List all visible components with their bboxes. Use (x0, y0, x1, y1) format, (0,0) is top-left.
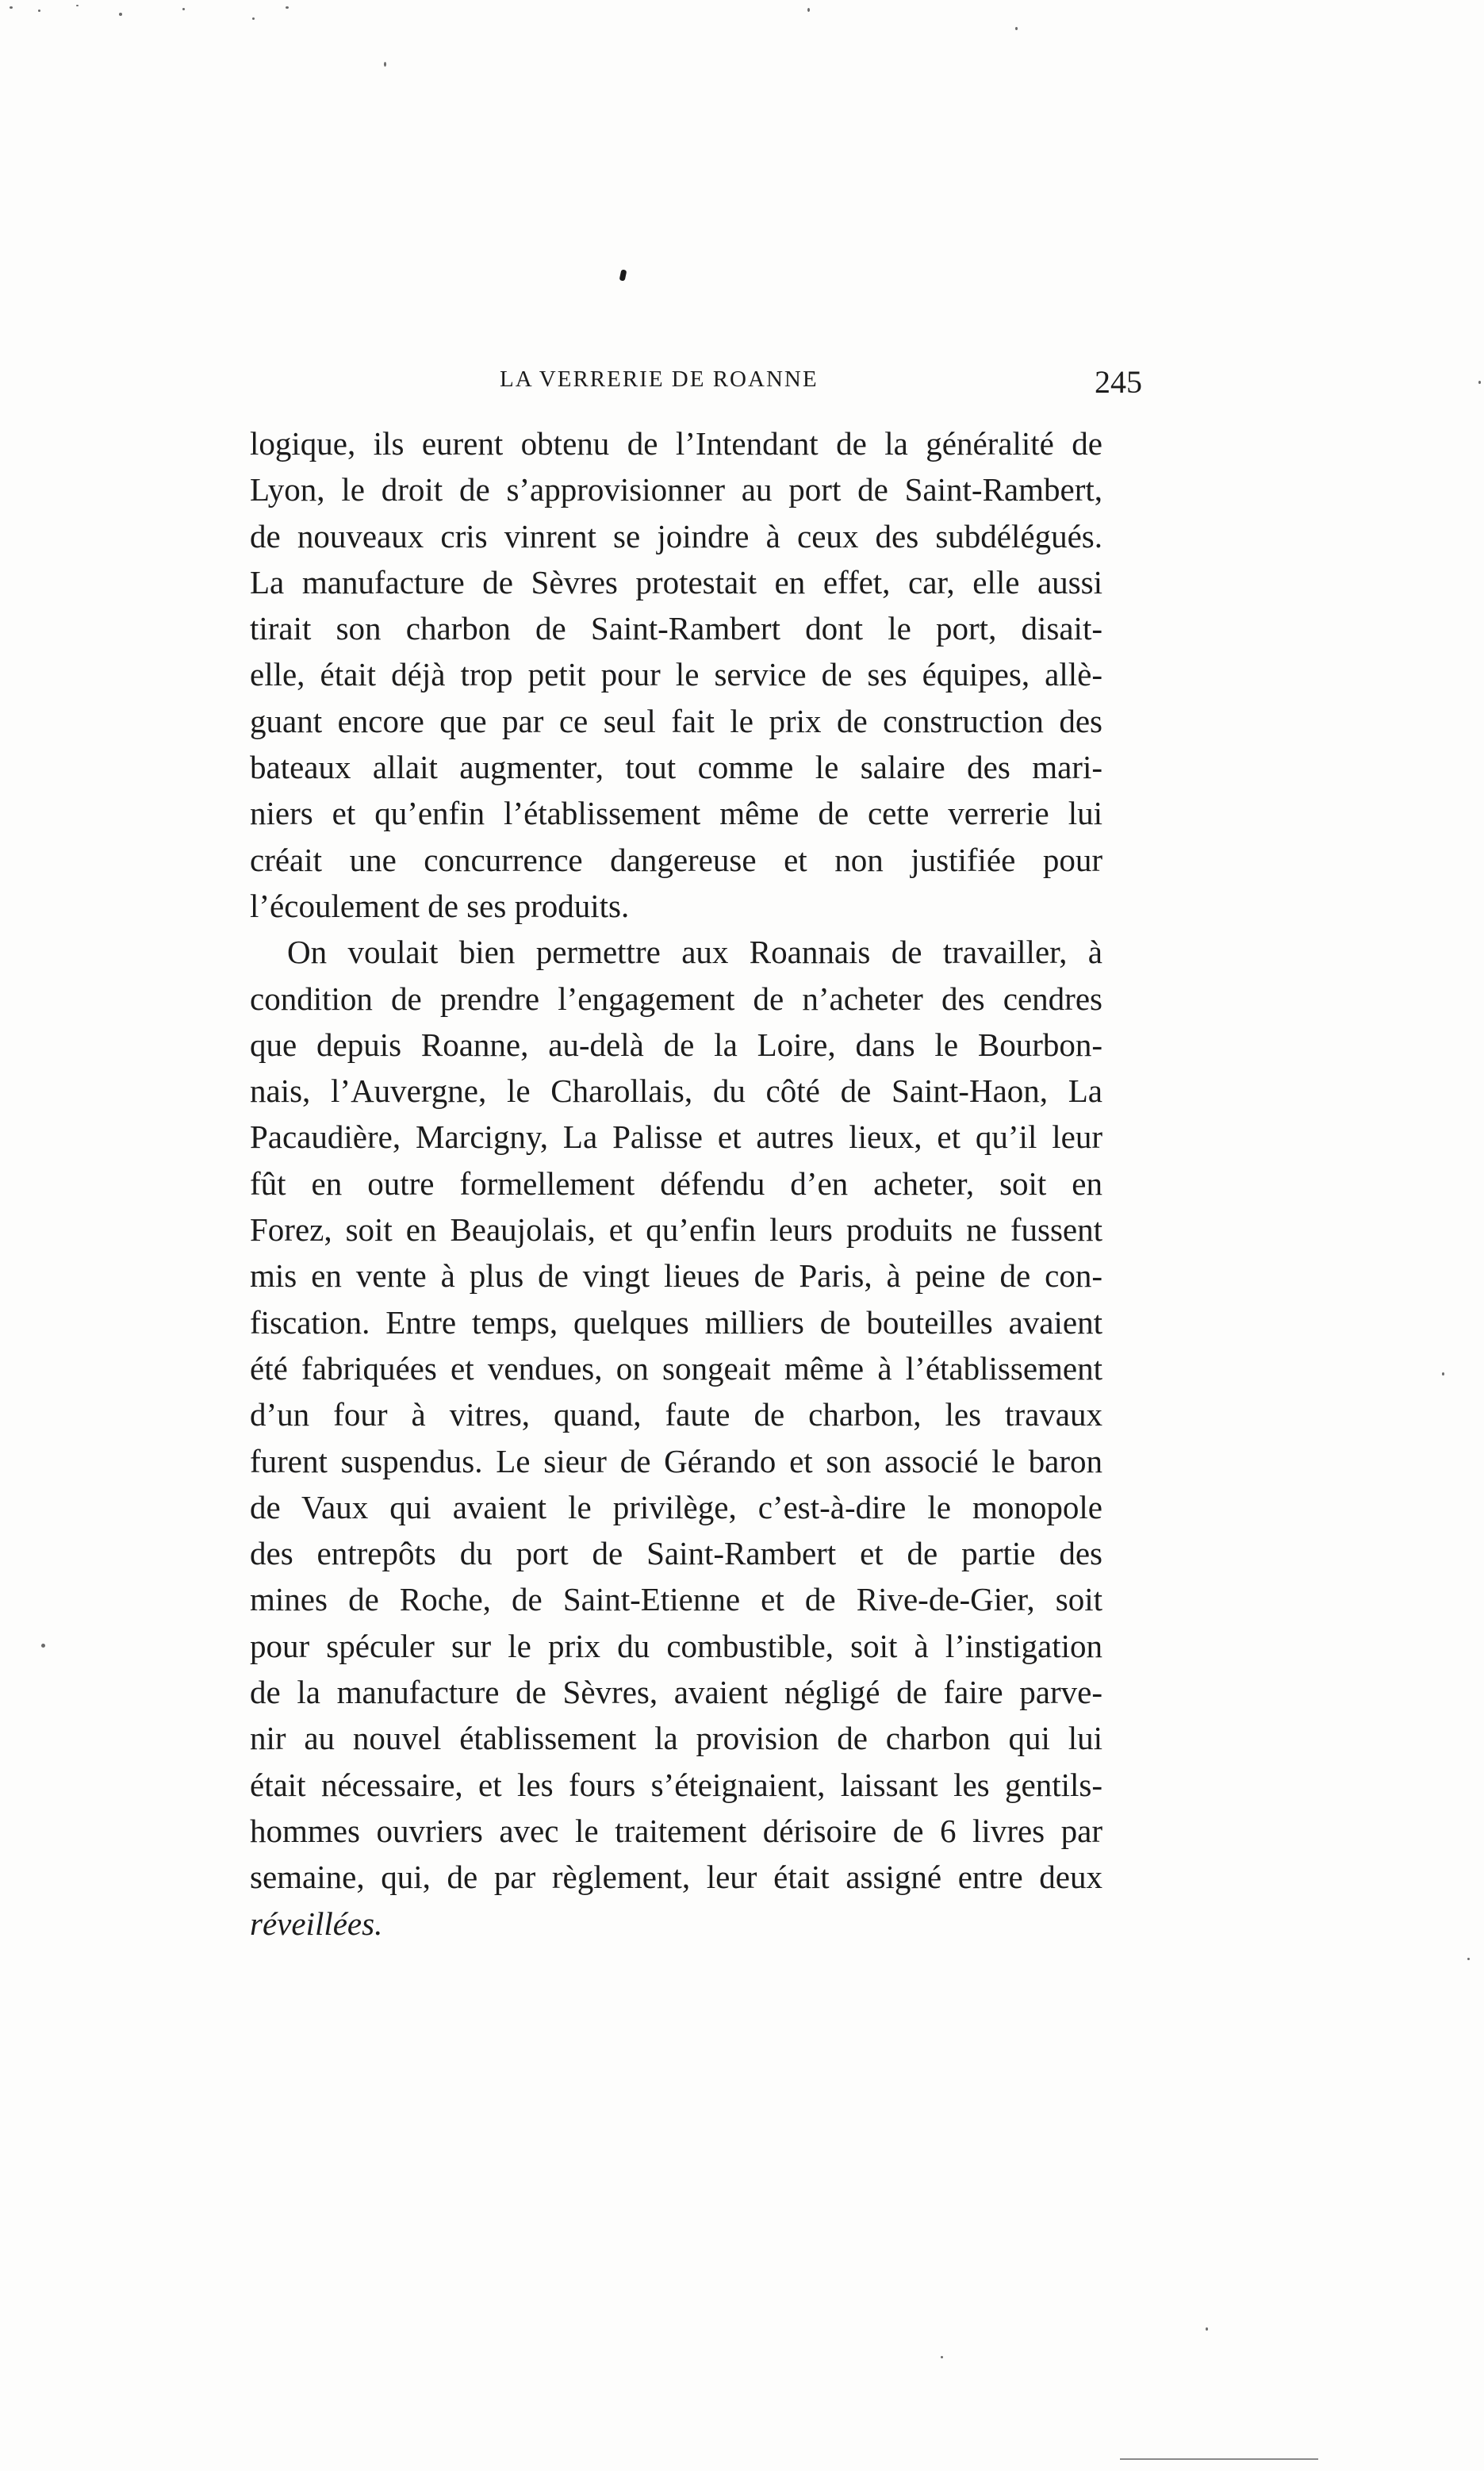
text-line: de la manufacture de Sèvres, avaient négligé de faire parve- (250, 1674, 1102, 1711)
scan-speck (1015, 27, 1018, 30)
text-line: Forez, soit en Beaujolais, et qu’enfin leurs produits ne fussent (250, 1211, 1102, 1249)
running-head (250, 363, 1142, 411)
scan-speck (807, 8, 810, 12)
page-number: 245 (1095, 364, 1142, 400)
text-line: d’un four à vitres, quand, faute de charbon, les travaux (250, 1396, 1102, 1433)
text-line: mines de Roche, de Saint-Etienne et de Rive-de-Gier, soit (250, 1581, 1102, 1618)
text-line: semaine, qui, de par règlement, leur était assigné entre deux (250, 1859, 1102, 1896)
scan-speck (182, 8, 185, 10)
text-line: nais, l’Auvergne, le Charollais, du côté de Saint-Haon, La (250, 1072, 1102, 1110)
text-line: condition de prendre l’engagement de n’acheter des cendres (250, 980, 1102, 1017)
text-line: pour spéculer sur le prix du combustible, soit à l’instigation (250, 1627, 1102, 1664)
scan-speck (252, 17, 255, 20)
body-text (250, 420, 1102, 1947)
scan-speck (1206, 2327, 1208, 2331)
text-line: l’écoulement de ses produits. (250, 887, 630, 924)
text-line: était nécessaire, et les fours s’éteignaient, laissant les gentils- (250, 1766, 1102, 1803)
scan-speck (119, 13, 122, 16)
text-line: fût en outre formellement défendu d’en acheter, soit en (250, 1165, 1102, 1202)
text-line: de nouveaux cris vinrent se joindre à ceux des subdélégués. (250, 517, 1102, 554)
text-line: des entrepôts du port de Saint-Rambert et de partie des (250, 1535, 1102, 1572)
text-line: de Vaux qui avaient le privilège, c’est-à-dire le monopole (250, 1488, 1102, 1525)
scan-speck (76, 5, 79, 6)
ink-mark (619, 269, 627, 281)
text-line: elle, était déjà trop petit pour le service de ses équipes, allè- (250, 656, 1102, 693)
text-line: créait une concurrence dangereuse et non justifiée pour (250, 841, 1102, 878)
text-line: logique, ils eurent obtenu de l’Intendant de la généralité de (250, 425, 1102, 462)
text-line: que depuis Roanne, au-delà de la Loire, dans le Bourbon- (250, 1026, 1102, 1063)
text-line: La manufacture de Sèvres protestait en effet, car, elle aussi (250, 563, 1102, 600)
text-line: furent suspendus. Le sieur de Gérando et son associé le baron (250, 1442, 1102, 1479)
scan-speck (1442, 1372, 1444, 1376)
text-line: nir au nouvel établissement la provision de charbon qui lui (250, 1720, 1102, 1757)
scan-speck (384, 62, 386, 67)
running-title: LA VERRERIE DE ROANNE (500, 366, 819, 392)
scan-speck (10, 6, 13, 9)
text-line: fiscation. Entre temps, quelques milliers de bouteilles avaient (250, 1303, 1102, 1341)
text-line: Pacaudière, Marcigny, La Palisse et autres lieux, et qu’il leur (250, 1118, 1102, 1156)
scan-speck (941, 2356, 943, 2358)
text-line (250, 1901, 1102, 1947)
italic-word: réveillées. (250, 1905, 383, 1942)
text-line: niers et qu’enfin l’établissement même de cette verrerie lui (250, 795, 1102, 832)
text-line: hommes ouvriers avec le traitement dérisoire de 6 livres par (250, 1812, 1102, 1849)
text-line: guant encore que par ce seul fait le prix de construction des (250, 702, 1102, 739)
scan-speck (1478, 381, 1481, 384)
text-line: bateaux allait augmenter, tout comme le salaire des mari- (250, 749, 1102, 786)
text-line: mis en vente à plus de vingt lieues de Paris, à peine de con- (250, 1257, 1102, 1295)
text-line: été fabriquées et vendues, on songeait même à l’établissement (250, 1349, 1102, 1387)
text-line: On voulait bien permettre aux Roannais de travailler, à (287, 934, 1102, 971)
scan-speck (38, 10, 40, 12)
text-line: tirait son charbon de Saint-Rambert dont le port, disait- (250, 610, 1102, 647)
text-line: Lyon, le droit de s’approvisionner au port de Saint-Rambert, (250, 471, 1102, 508)
scan-speck (1467, 1958, 1470, 1960)
scan-speck (41, 1644, 45, 1648)
scan-speck (286, 6, 289, 9)
bottom-scan-edge (1120, 2458, 1318, 2460)
